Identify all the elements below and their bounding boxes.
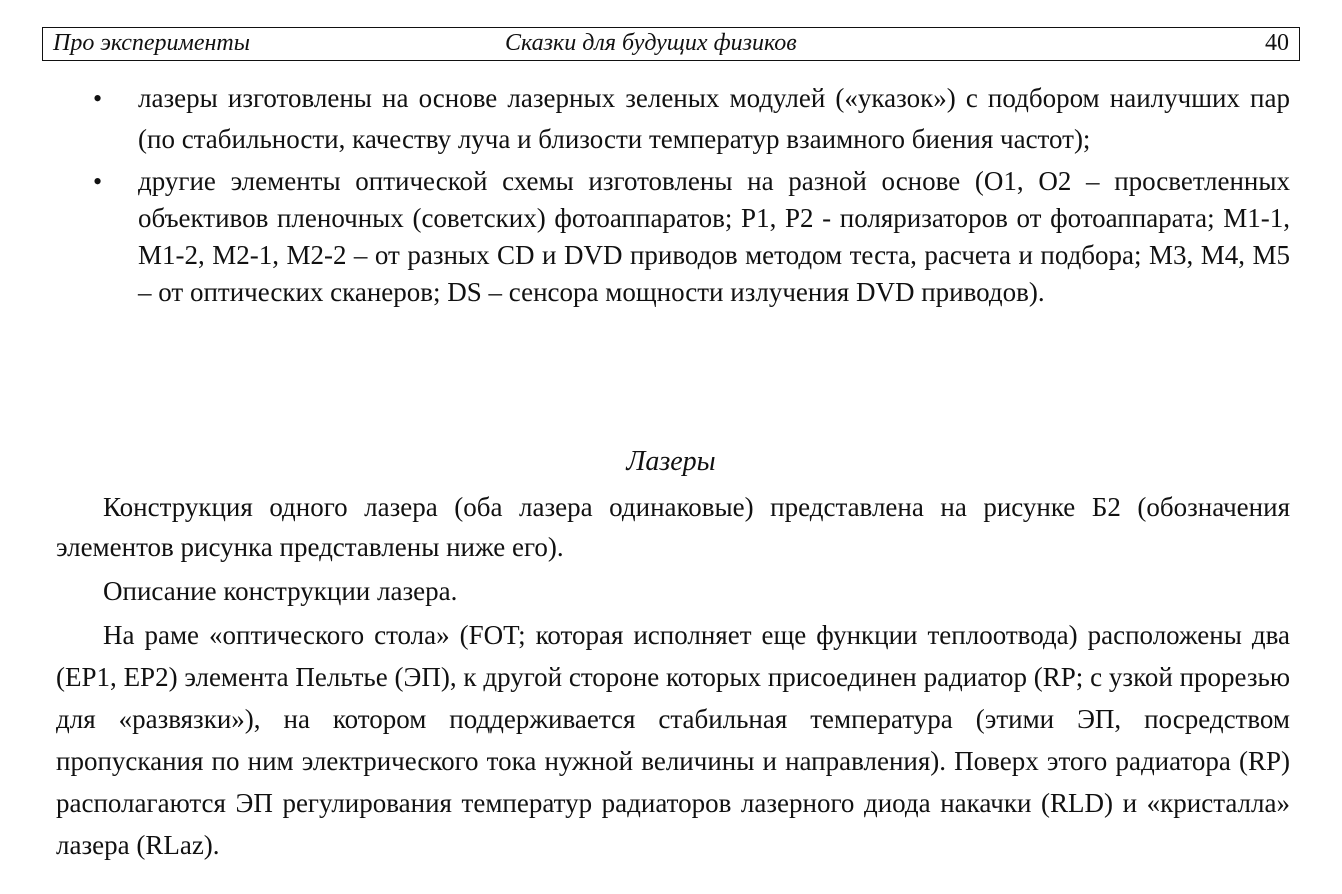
list-item-text: другие элементы оптической схемы изготовлены на разной основе (O1, O2 – просветленных объективов пленочных (советских) фотоаппаратов; P1, P2 - поляризаторов от фотоаппарата; M1-1, M1-2, M2-1, M2-2 – от разных CD и DVD приводов методом теста, расчета и подбора; M3, M4, M5 – от оптических сканеров; DS – сенсора мощности излучения DVD приводов). <box>138 166 1290 307</box>
paragraph: Описание конструкции лазера. <box>103 576 458 606</box>
bullet-icon: • <box>93 167 103 196</box>
bullet-list <box>0 78 1342 314</box>
list-item <box>93 163 1290 311</box>
list-item <box>93 78 1290 160</box>
paragraph: На раме «оптического стола» (FOT; которая исполняет еще функции теплоотвода) расположены два (EP1, EP2) элемента Пельтье (ЭП), к другой стороне которых присоединен радиатор (RP; с узкой прорезью для «развязки»), на котором поддерживается стабильная температура (этими ЭП, посредством пропускания по ним электрического тока нужной величины и направления). Поверх этого радиатора (RP) располагаются ЭП регулирования температур радиаторов лазерного диода накачки (RLD) и «кристалла» лазера (RLaz). <box>56 620 1290 860</box>
section-heading-text: Лазеры <box>626 446 716 477</box>
list-item-text: лазеры изготовлены на основе лазерных зеленых модулей («указок») с подбором наилучших пар (по стабильности, качеству луча и близости температур взаимного биения частот); <box>138 83 1290 154</box>
header-section-title: Про эксперименты <box>53 30 250 56</box>
bullet-icon: • <box>93 84 103 113</box>
section-heading <box>0 446 1342 478</box>
page-number: 40 <box>1265 30 1289 56</box>
header-book-title: Сказки для будущих физиков <box>505 30 797 56</box>
page-header <box>42 27 1300 61</box>
paragraph: Конструкция одного лазера (оба лазера одинаковые) представлена на рисунке Б2 (обозначения элементов рисунка представлены ниже его). <box>56 492 1290 562</box>
